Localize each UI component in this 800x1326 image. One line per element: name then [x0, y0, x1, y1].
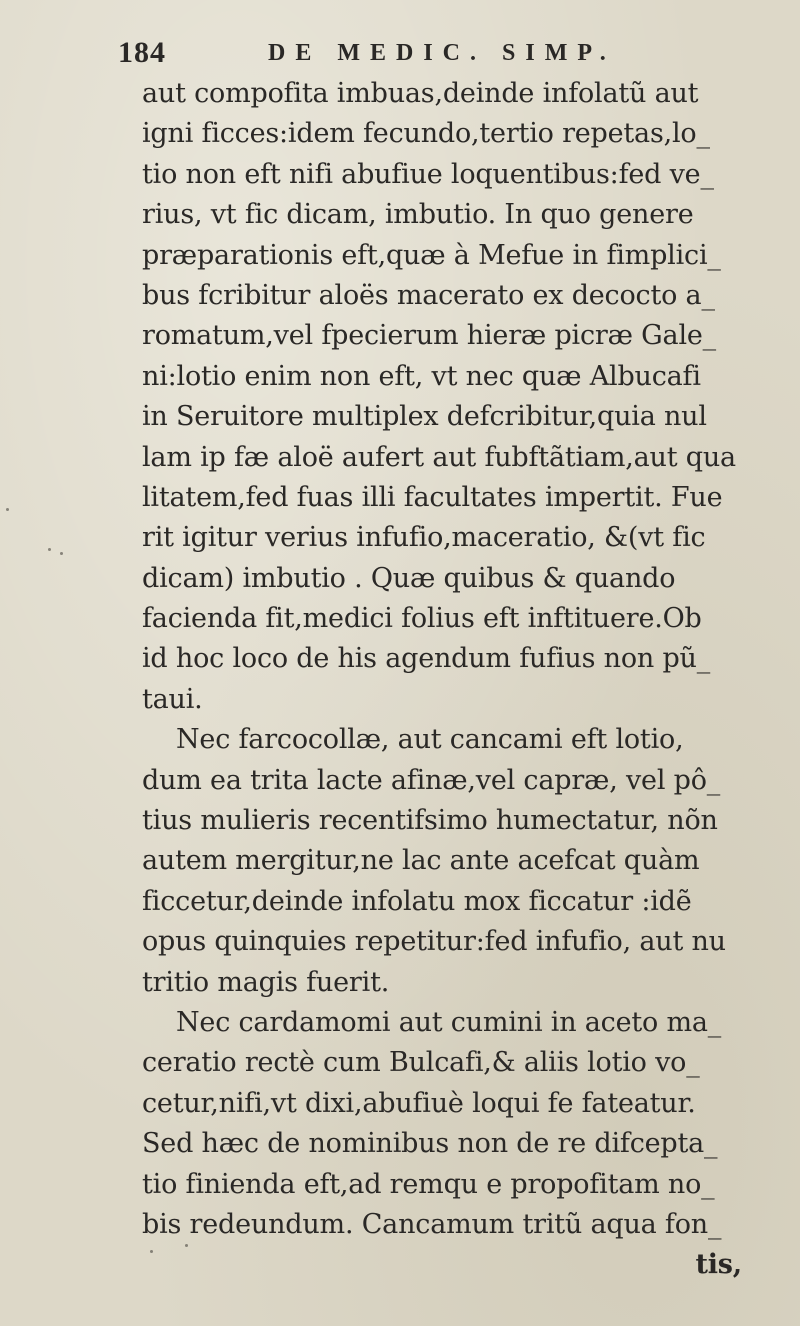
page-number: 184 — [118, 36, 166, 69]
text-line: rit igitur verius infufio,maceratio, &(vt fic — [142, 522, 706, 554]
text-line: cetur,nifi,vt dixi,abufiuè loqui fe fateatur. — [142, 1087, 696, 1119]
text-line: ficcetur,deinde infolatu mox ficcatur :idẽ — [142, 885, 692, 917]
text-line: aut compofita imbuas,deinde infolatũ aut — [142, 78, 699, 109]
text-line: dum ea trita lacte afinæ,vel capræ, vel pô_ — [142, 764, 721, 796]
text-line: præparationis eft,quæ à Mefue in fimplici_ — [142, 239, 721, 271]
text-line: igni ficces:idem fecundo,tertio repetas,lo_ — [142, 118, 710, 150]
text-line: lam ip fæ aloë aufert aut fubftãtiam,aut qua — [142, 441, 736, 473]
page-header — [118, 36, 678, 76]
text-line: tritio magis fuerit. — [142, 966, 390, 998]
paper-speck — [48, 548, 51, 551]
paper-speck — [60, 552, 63, 555]
text-line: bus fcribitur aloës macerato ex decocto a_ — [142, 279, 715, 311]
text-line: Sed hæc de nominibus non de re difcepta_ — [142, 1128, 718, 1160]
body-text — [142, 74, 772, 1286]
paper-speck — [185, 1244, 188, 1247]
text-line: tio non eft nifi abufiue loquentibus:fed ve_ — [142, 158, 714, 190]
catchword: tis, — [695, 1249, 742, 1281]
text-line: romatum,vel fpecierum hieræ picræ Gale_ — [142, 320, 716, 352]
paragraph-start-line: Nec farcocollæ, aut cancami eft lotio, — [176, 724, 684, 756]
paper-speck — [6, 508, 9, 511]
text-line: tio finienda eft,ad remqu e propofitam no_ — [142, 1168, 715, 1200]
text-line: bis redeundum. Cancamum tritũ aqua fon_ — [142, 1208, 722, 1240]
text-line: taui. — [142, 683, 203, 715]
text-line: tius mulieris recentifsimo humectatur, nõn — [142, 805, 718, 837]
text-line: litatem,fed fuas illi facultates impertit. Fue — [142, 481, 723, 513]
paper-speck — [150, 1250, 153, 1253]
paragraph-start-line: Nec cardamomi aut cumini in aceto ma_ — [176, 1006, 722, 1038]
text-line: rius, vt fic dicam, imbutio. In quo genere — [142, 199, 694, 231]
text-line: in Seruitore multiplex defcribitur,quia nul — [142, 401, 707, 433]
text-line: ceratio rectè cum Bulcafi,& aliis lotio vo_ — [142, 1047, 700, 1079]
running-head: DE MEDIC. SIMP. — [268, 40, 616, 66]
text-line: ni:lotio enim non eft, vt nec quæ Albucafi — [142, 360, 701, 392]
text-line: dicam) imbutio . Quæ quibus & quando — [142, 562, 676, 594]
text-line: id hoc loco de his agendum fufius non pũ_ — [142, 643, 711, 675]
text-line: autem mergitur,ne lac ante acefcat quàm — [142, 845, 700, 877]
text-line: opus quinquies repetitur:fed infufio, aut nu — [142, 926, 726, 958]
text-line: facienda fit,medici folius eft inftituere.Ob — [142, 603, 702, 635]
